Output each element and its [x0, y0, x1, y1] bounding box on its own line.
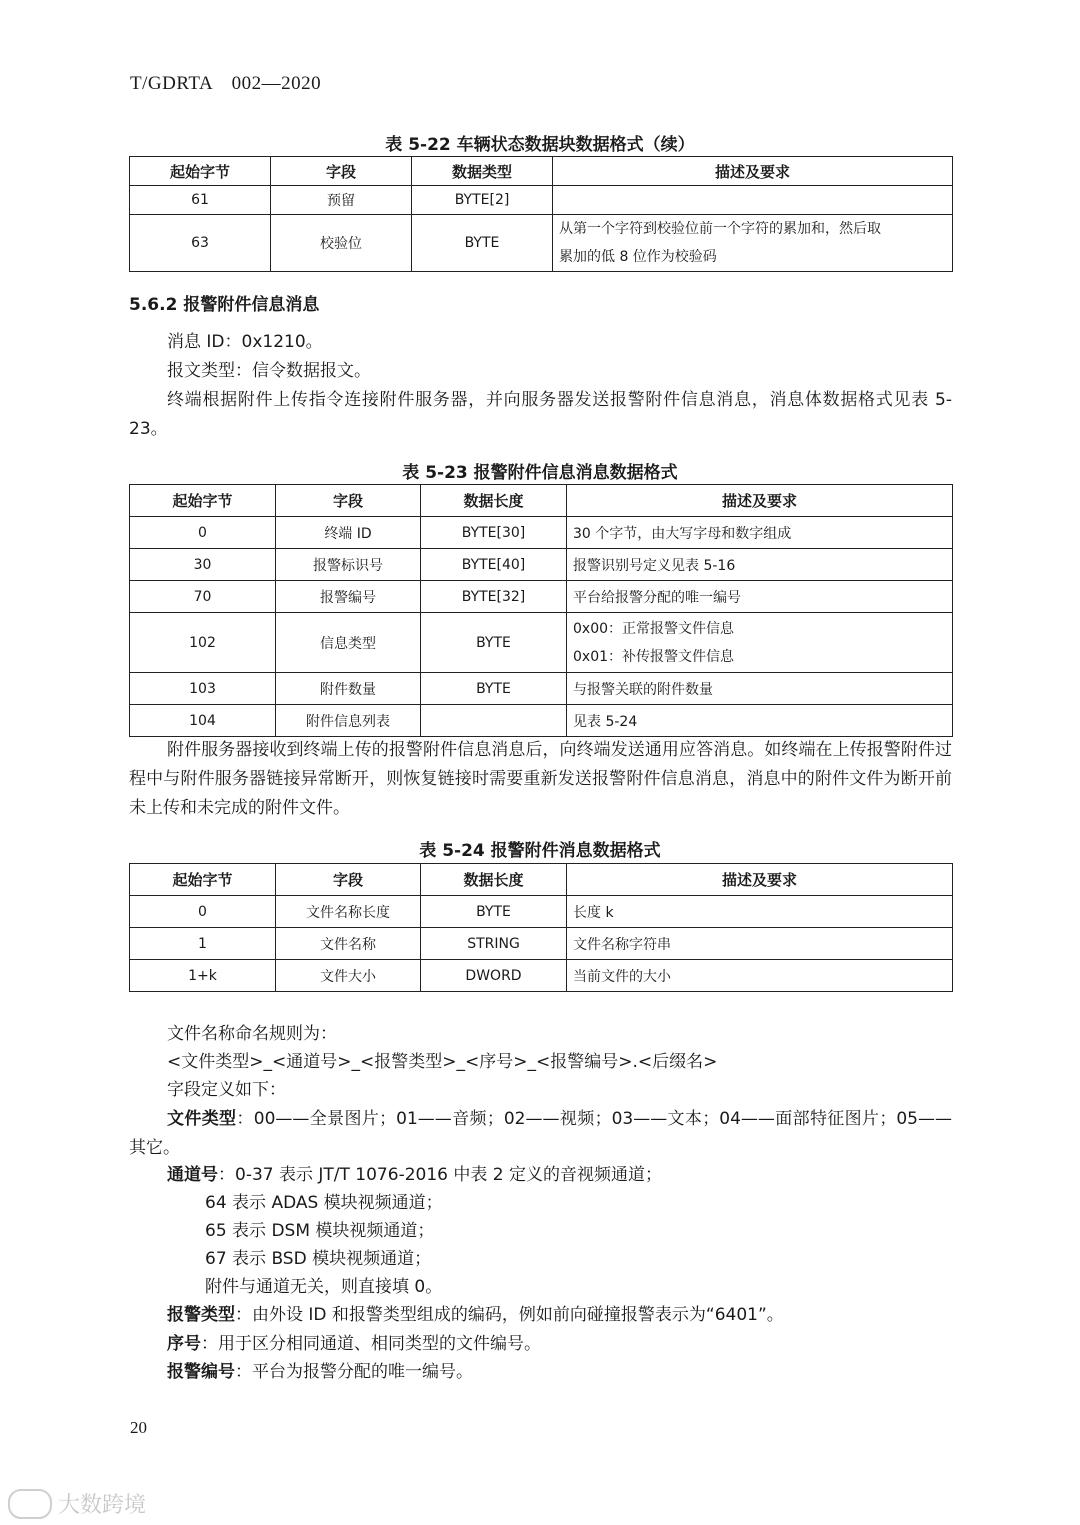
table-row: [130, 517, 953, 549]
desc-line: 累加的低 8 位作为校验码: [559, 249, 717, 265]
fields-intro: 字段定义如下：: [167, 1080, 286, 1100]
table-header-row: [130, 157, 953, 186]
cell-start: 102: [130, 613, 276, 673]
column-header: 字段: [276, 864, 421, 896]
cell-desc: 30 个字节，由大写字母和数字组成: [567, 517, 953, 549]
table-24-caption: 表 5-24 报警附件消息数据格式: [419, 841, 661, 861]
cell-start: 63: [130, 215, 271, 272]
column-header: 描述及要求: [567, 485, 953, 517]
cell-start: 1: [130, 928, 276, 960]
cell-desc: 当前文件的大小: [567, 960, 953, 992]
channel-65: 65 表示 DSM 模块视频通道；: [205, 1221, 435, 1241]
cell-desc: 平台给报警分配的唯一编号: [567, 581, 953, 613]
column-header: 描述及要求: [567, 864, 953, 896]
table-header-row: [130, 864, 953, 896]
cell-desc: 文件名称字符串: [567, 928, 953, 960]
cell-type: STRING: [421, 928, 567, 960]
table-24: [129, 863, 953, 992]
cell-field: 信息类型: [276, 613, 421, 673]
table-22-caption: 表 5-22 车辆状态数据块数据格式（续）: [385, 135, 695, 155]
cell-field: 文件名称: [276, 928, 421, 960]
sequence-label: 序号: [167, 1334, 201, 1354]
cell-field: 校验位: [271, 215, 412, 272]
cell-type: BYTE[30]: [421, 517, 567, 549]
page-number: 20: [130, 1418, 147, 1437]
table-row: [130, 215, 953, 272]
channel-67: 67 表示 BSD 模块视频通道；: [205, 1249, 432, 1269]
cell-type: BYTE: [421, 673, 567, 705]
after-table-23-paragraph: 附件服务器接收到终端上传的报警附件信息消息后，向终端发送通用应答消息。如终端在上传报警附件过程中与附件服务器链接异常断开，则恢复链接时需要重新发送报警附件信息消息，消息中的附件文件为断开前未上传和未完成的附件文件。: [129, 740, 952, 818]
table-23-caption: 表 5-23 报警附件信息消息数据格式: [402, 463, 678, 483]
sequence-text: ：用于区分相同通道、相同类型的文件编号。: [201, 1334, 541, 1354]
cell-field: 终端 ID: [276, 517, 421, 549]
cell-start: 103: [130, 673, 276, 705]
column-header: 字段: [271, 157, 412, 186]
table-row: [130, 960, 953, 992]
file-type-definition: [129, 1105, 952, 1163]
sequence-definition: [167, 1330, 541, 1359]
column-header: 数据长度: [421, 864, 567, 896]
cell-start: 104: [130, 705, 276, 737]
file-type-label: 文件类型: [167, 1109, 237, 1129]
column-header: 描述及要求: [553, 157, 953, 186]
alarm-type-definition: [167, 1301, 784, 1330]
cell-type: BYTE[32]: [421, 581, 567, 613]
table-header-row: [130, 485, 953, 517]
cell-desc: [553, 186, 953, 215]
cell-type: BYTE: [421, 613, 567, 673]
channel-label: 通道号: [167, 1165, 218, 1185]
cell-start: 0: [130, 896, 276, 928]
watermark: [8, 1488, 146, 1519]
alarm-number-label: 报警编号: [167, 1362, 235, 1382]
cell-field: 报警标识号: [276, 549, 421, 581]
cell-desc: [553, 215, 953, 272]
column-header: 起始字节: [130, 157, 271, 186]
cell-field: 附件信息列表: [276, 705, 421, 737]
section-title: 5.6.2 报警附件信息消息: [129, 295, 320, 315]
table-row: [130, 613, 953, 673]
table-row: [130, 896, 953, 928]
cell-start: 61: [130, 186, 271, 215]
table-row: [130, 705, 953, 737]
table-row: [130, 549, 953, 581]
table-row: [130, 928, 953, 960]
table-row: [130, 673, 953, 705]
cell-start: 30: [130, 549, 276, 581]
cell-field: 报警编号: [276, 581, 421, 613]
column-header: 字段: [276, 485, 421, 517]
cell-desc: 见表 5-24: [567, 705, 953, 737]
table-row: [130, 581, 953, 613]
alarm-number-text: ：平台为报警分配的唯一编号。: [235, 1362, 473, 1382]
alarm-type-label: 报警类型: [167, 1305, 235, 1325]
channel-64: 64 表示 ADAS 模块视频通道；: [205, 1193, 443, 1213]
cell-type: BYTE: [421, 896, 567, 928]
cell-type: DWORD: [421, 960, 567, 992]
desc-line: 0x00：正常报警文件信息: [573, 620, 735, 637]
cell-field: 预留: [271, 186, 412, 215]
cell-field: 文件大小: [276, 960, 421, 992]
alarm-type-text: ：由外设 ID 和报警类型组成的编码，例如前向碰撞报警表示为“6401”。: [235, 1305, 784, 1325]
cell-type: [421, 705, 567, 737]
column-header: 起始字节: [130, 485, 276, 517]
column-header: 数据长度: [421, 485, 567, 517]
cell-field: 附件数量: [276, 673, 421, 705]
intro-paragraph: 终端根据附件上传指令连接附件服务器，并向服务器发送报警附件信息消息，消息体数据格式见表 5-23。: [129, 390, 952, 439]
message-type: 报文类型：信令数据报文。: [167, 361, 371, 381]
cell-desc: 长度 k: [567, 896, 953, 928]
document-code: T/GDRTA 002—2020: [130, 73, 322, 94]
cell-desc: 与报警关联的附件数量: [567, 673, 953, 705]
column-header: 数据类型: [412, 157, 553, 186]
cell-field: 文件名称长度: [276, 896, 421, 928]
table-row: [130, 186, 953, 215]
cell-start: 70: [130, 581, 276, 613]
channel-definition: [167, 1161, 662, 1190]
cell-desc: [567, 613, 953, 673]
cell-type: BYTE[40]: [421, 549, 567, 581]
channel-none: 附件与通道无关，则直接填 0。: [205, 1277, 443, 1297]
table-23: [129, 484, 953, 737]
watermark-logo-icon: [8, 1489, 52, 1519]
naming-pattern: <文件类型>_<通道号>_<报警类型>_<序号>_<报警编号>.<后缀名>: [167, 1052, 718, 1072]
file-type-text: ：00——全景图片；01——音频；02——视频；03——文本；04——面部特征图片；05——其它。: [129, 1109, 952, 1158]
cell-start: 0: [130, 517, 276, 549]
desc-line: 从第一个字符到校验位前一个字符的累加和，然后取: [559, 221, 881, 237]
channel-text: ：0-37 表示 JT/T 1076-2016 中表 2 定义的音视频通道；: [218, 1165, 662, 1185]
cell-start: 1+k: [130, 960, 276, 992]
naming-rule-label: 文件名称命名规则为：: [167, 1024, 337, 1044]
column-header: 起始字节: [130, 864, 276, 896]
cell-type: BYTE[2]: [412, 186, 553, 215]
watermark-text: 大数跨境: [58, 1493, 147, 1518]
cell-desc: 报警识别号定义见表 5-16: [567, 549, 953, 581]
desc-line: 0x01：补传报警文件信息: [573, 648, 735, 665]
alarm-number-definition: [167, 1358, 473, 1387]
table-22: [129, 156, 953, 272]
cell-type: BYTE: [412, 215, 553, 272]
message-id: 消息 ID：0x1210。: [167, 332, 323, 352]
